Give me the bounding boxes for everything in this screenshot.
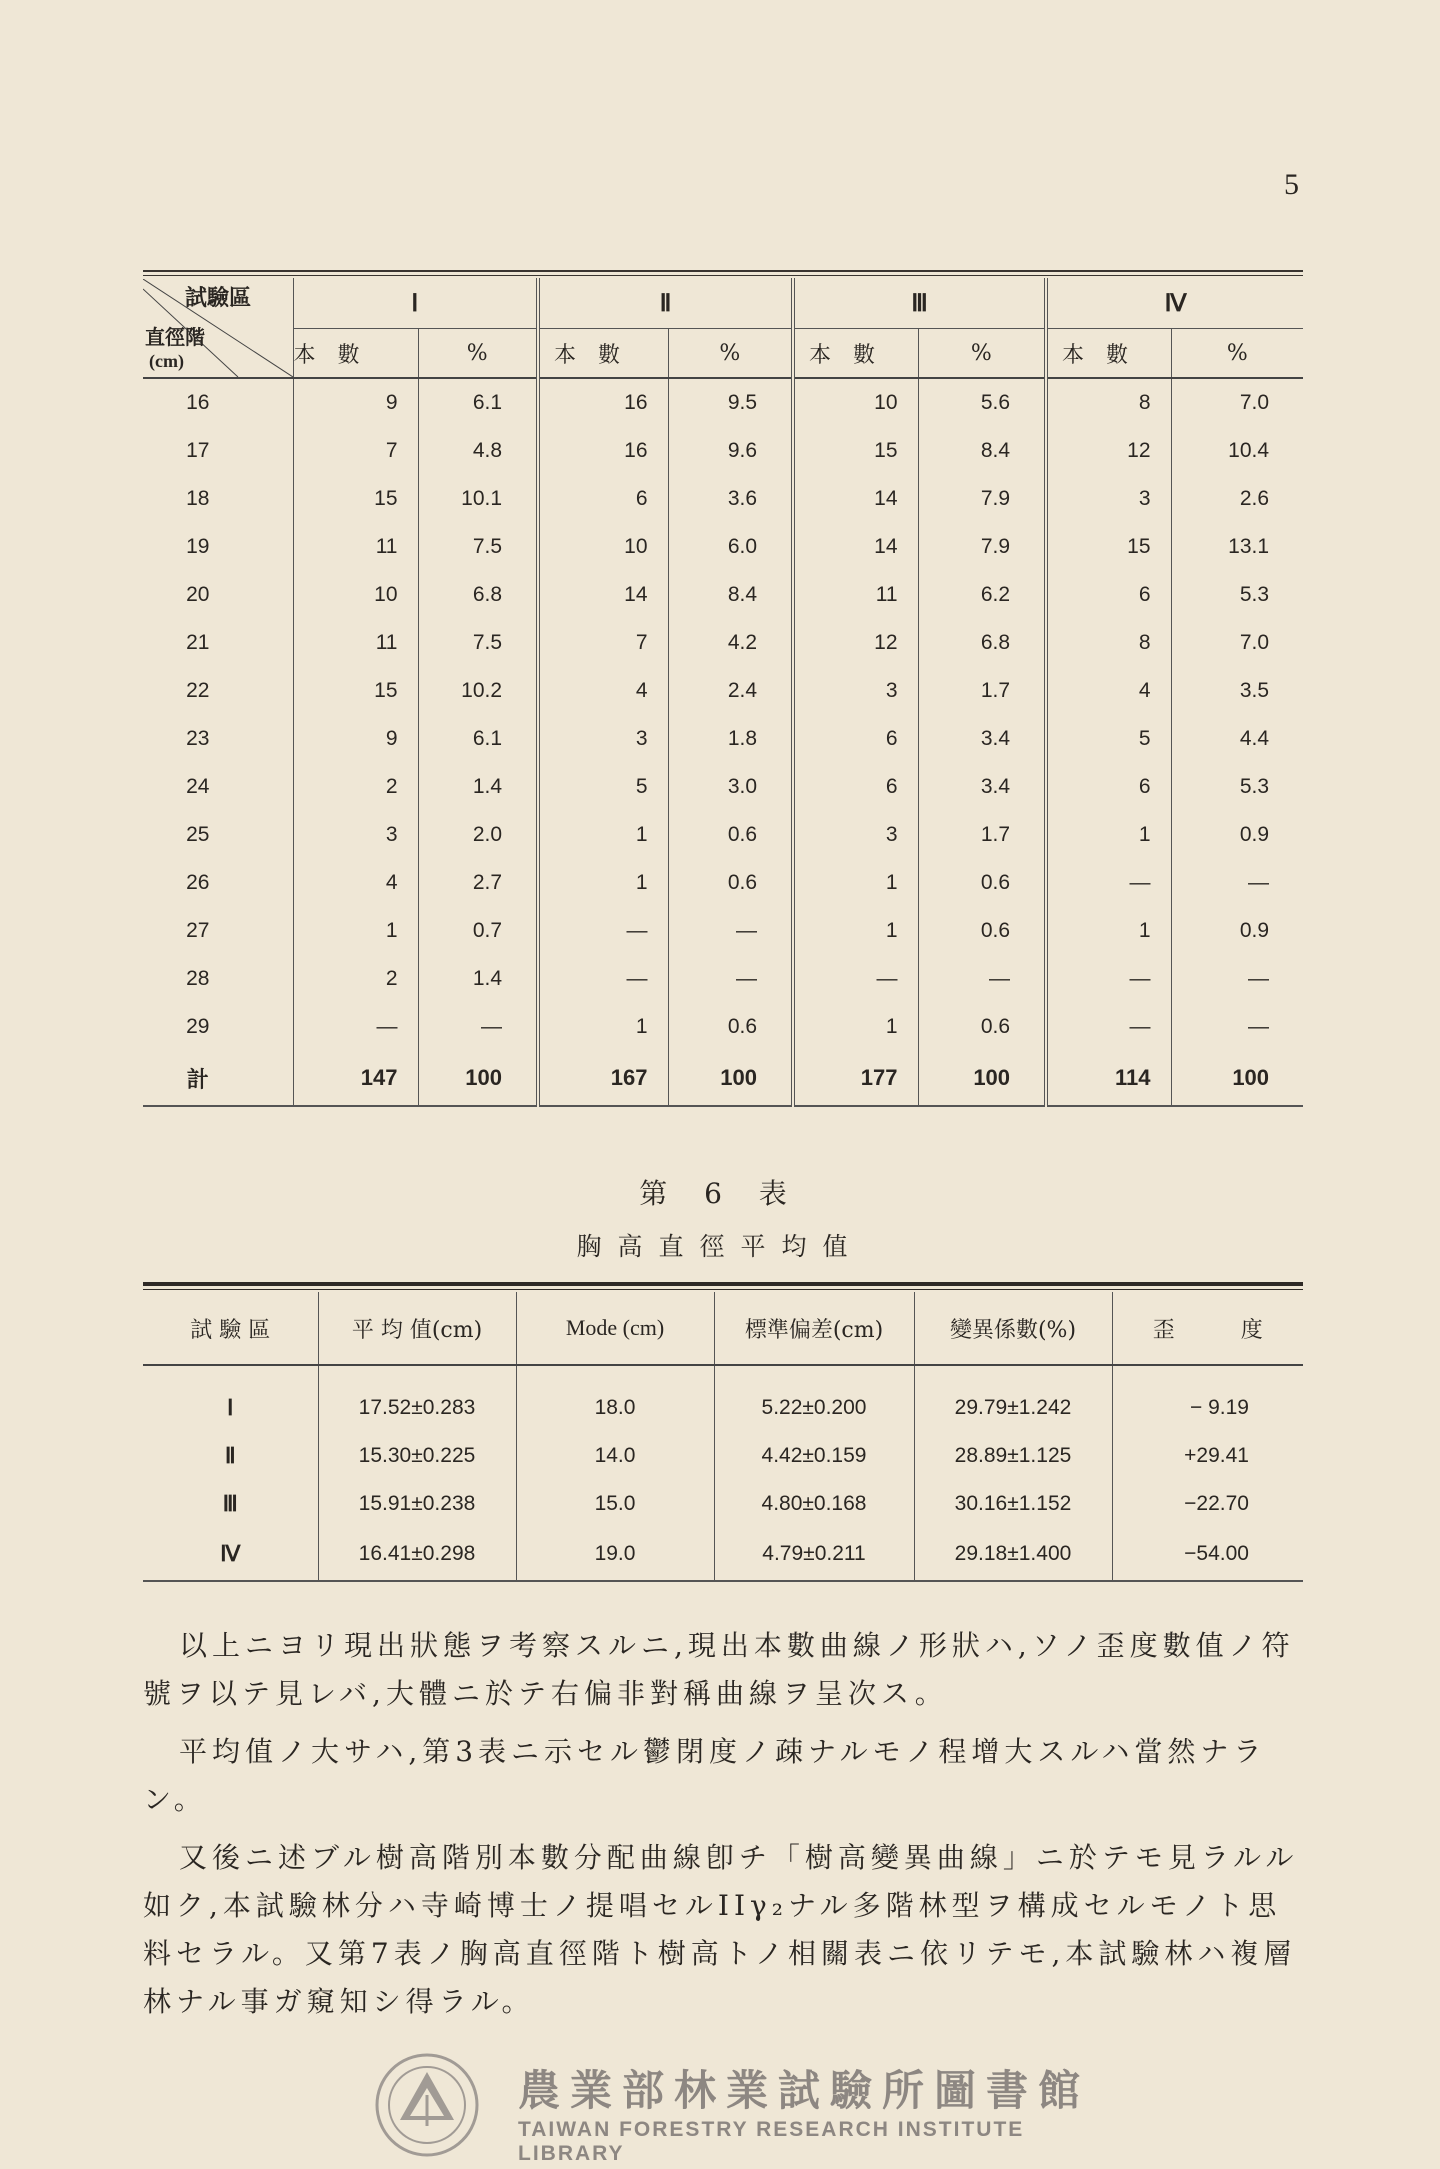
library-name-en: TAIWAN FORESTRY RESEARCH INSTITUTE LIBRARY — [518, 2118, 1025, 2165]
percent-cell: 0.6 — [668, 811, 793, 859]
count-cell: — — [793, 955, 918, 1003]
percent-cell: 0.6 — [918, 907, 1046, 955]
percent-cell: 2.7 — [418, 859, 538, 907]
percent-cell: 1.4 — [418, 955, 538, 1003]
sd-cell: 4.79±0.211 — [714, 1528, 914, 1581]
diameter-distribution-table — [143, 278, 1303, 1107]
sd-cell: 5.22±0.200 — [714, 1365, 914, 1432]
count-cell: 6 — [793, 715, 918, 763]
sub-count-3: 本 數 — [793, 329, 918, 379]
paragraph-3: 又後ニ述ブル樹高階別本數分配曲線卽チ「樹高變異曲線」ニ於テモ見ラルル如ク,本試驗林分ハ寺崎博士ノ提唱セルIIγ₂ナル多階林型ヲ構成セルモノト思料セラル。又第7表ノ胸高直徑階ト樹高トノ相關表ニ依リテモ,本試驗林ハ複層林ナル事ガ窺知シ得ラル。 — [143, 1841, 1299, 2018]
count-cell: 4 — [1046, 667, 1171, 715]
percent-cell: 100 — [918, 1051, 1046, 1106]
count-cell: 4 — [293, 859, 418, 907]
table-row — [143, 1528, 1303, 1581]
percent-cell: 0.6 — [668, 1003, 793, 1051]
count-cell: 14 — [793, 475, 918, 523]
count-cell: 8 — [1046, 619, 1171, 667]
cv-cell: 29.79±1.242 — [914, 1365, 1112, 1432]
t2-header-sd: 標準偏差(cm) — [714, 1292, 914, 1365]
count-cell: 6 — [538, 475, 668, 523]
sub-count-2: 本 數 — [538, 329, 668, 379]
percent-cell: 4.8 — [418, 427, 538, 475]
t2-header-mean: 平 均 值(cm) — [318, 1292, 516, 1365]
table-row — [143, 619, 1303, 667]
t2-header-skew: 歪 度 — [1112, 1292, 1303, 1365]
percent-cell: 3.0 — [668, 763, 793, 811]
percent-cell: 2.0 — [418, 811, 538, 859]
cv-cell: 30.16±1.152 — [914, 1480, 1112, 1528]
count-cell: — — [538, 907, 668, 955]
count-cell: 11 — [793, 571, 918, 619]
diameter-class-cell: 26 — [186, 871, 210, 894]
percent-cell: 2.6 — [1171, 475, 1303, 523]
count-cell: 1 — [293, 907, 418, 955]
percent-cell: 100 — [1171, 1051, 1303, 1106]
percent-cell: 3.5 — [1171, 667, 1303, 715]
count-cell: 14 — [793, 523, 918, 571]
diameter-class-cell: 25 — [186, 823, 210, 846]
count-cell: 15 — [793, 427, 918, 475]
plot-cell: Ⅰ — [227, 1395, 234, 1420]
percent-cell: — — [418, 1003, 538, 1051]
count-cell: — — [538, 955, 668, 1003]
table2-top-rule-2 — [143, 1289, 1303, 1290]
percent-cell: — — [918, 955, 1046, 1003]
percent-cell: 4.4 — [1171, 715, 1303, 763]
percent-cell: 7.5 — [418, 619, 538, 667]
count-cell: 147 — [293, 1051, 418, 1106]
percent-cell: 13.1 — [1171, 523, 1303, 571]
table-row — [143, 523, 1303, 571]
table1-corner-header — [143, 278, 293, 378]
page-number: 5 — [1284, 168, 1299, 201]
plot-header-1: Ⅰ — [293, 278, 538, 329]
count-cell: — — [1046, 859, 1171, 907]
sd-cell: 4.42±0.159 — [714, 1432, 914, 1480]
table-row — [143, 1480, 1303, 1528]
count-cell: — — [1046, 1003, 1171, 1051]
percent-cell: 1.7 — [918, 811, 1046, 859]
count-cell: 15 — [293, 475, 418, 523]
percent-cell: 6.8 — [918, 619, 1046, 667]
count-cell: 14 — [538, 571, 668, 619]
percent-cell: 6.1 — [418, 378, 538, 427]
cv-cell: 28.89±1.125 — [914, 1432, 1112, 1480]
percent-cell: 7.0 — [1171, 619, 1303, 667]
sub-pct-1: % — [418, 329, 538, 379]
count-cell: 7 — [293, 427, 418, 475]
table-row — [143, 859, 1303, 907]
percent-cell: 6.2 — [918, 571, 1046, 619]
count-cell: 1 — [538, 859, 668, 907]
mean-dbh-table — [143, 1292, 1303, 1582]
table1-top-rule — [143, 270, 1303, 272]
table-row — [143, 955, 1303, 1003]
count-cell: 11 — [293, 523, 418, 571]
t2-header-cv: 變異係數(%) — [914, 1292, 1112, 1365]
diameter-class-cell: 27 — [186, 919, 210, 942]
percent-cell: 0.9 — [1171, 907, 1303, 955]
count-cell: 3 — [293, 811, 418, 859]
corner-label-plot: 試驗區 — [185, 284, 252, 311]
mode-cell: 14.0 — [516, 1432, 714, 1480]
percent-cell: 0.6 — [918, 859, 1046, 907]
count-cell: 10 — [793, 378, 918, 427]
diameter-class-cell: 22 — [186, 679, 210, 702]
plot-header-3: Ⅲ — [793, 278, 1046, 329]
table-row — [143, 907, 1303, 955]
count-cell: 114 — [1046, 1051, 1171, 1106]
mode-cell: 15.0 — [516, 1480, 714, 1528]
count-cell: 15 — [1046, 523, 1171, 571]
skewness-cell: +29.41 — [1112, 1432, 1303, 1480]
count-cell: 8 — [1046, 378, 1171, 427]
table-row — [143, 475, 1303, 523]
percent-cell: 5.3 — [1171, 571, 1303, 619]
percent-cell: 0.6 — [918, 1003, 1046, 1051]
table-row — [143, 1003, 1303, 1051]
count-cell: 1 — [793, 859, 918, 907]
mean-cell: 15.91±0.238 — [318, 1480, 516, 1528]
library-name-zh: 農業部林業試驗所圖書館 — [518, 2066, 1091, 2115]
diameter-class-cell: 19 — [186, 535, 210, 558]
count-cell: 177 — [793, 1051, 918, 1106]
count-cell: 1 — [793, 1003, 918, 1051]
percent-cell: — — [668, 907, 793, 955]
percent-cell: — — [1171, 955, 1303, 1003]
t2-header-mode: Mode (cm) — [516, 1292, 714, 1365]
mode-cell: 19.0 — [516, 1528, 714, 1581]
count-cell: 9 — [293, 378, 418, 427]
paragraph-1: 以上ニヨリ現出狀態ヲ考察スルニ,現出本數曲線ノ形狀ハ,ソノ歪度數值ノ符號ヲ以テ見レバ,大體ニ於テ右偏非對稱曲線ヲ呈次ス。 — [143, 1629, 1295, 1710]
body-text — [143, 1622, 1313, 2036]
percent-cell: 3.4 — [918, 715, 1046, 763]
percent-cell: 0.9 — [1171, 811, 1303, 859]
count-cell: 167 — [538, 1051, 668, 1106]
t2-header-plot: 試 驗 區 — [143, 1292, 318, 1365]
count-cell: 1 — [538, 811, 668, 859]
percent-cell: 1.8 — [668, 715, 793, 763]
percent-cell: 7.9 — [918, 523, 1046, 571]
percent-cell: 9.5 — [668, 378, 793, 427]
percent-cell: 3.6 — [668, 475, 793, 523]
plot-header-2: Ⅱ — [538, 278, 793, 329]
plot-cell: Ⅱ — [224, 1443, 236, 1468]
table-row — [143, 667, 1303, 715]
count-cell: 1 — [1046, 811, 1171, 859]
count-cell: — — [1046, 955, 1171, 1003]
total-label: 計 — [143, 1051, 293, 1106]
count-cell: 5 — [538, 763, 668, 811]
sub-count-4: 本 數 — [1046, 329, 1171, 379]
count-cell: 2 — [293, 763, 418, 811]
count-cell: 10 — [293, 571, 418, 619]
table-row — [143, 571, 1303, 619]
count-cell: 6 — [1046, 571, 1171, 619]
corner-label-class: 直徑階 — [145, 324, 205, 349]
percent-cell: 1.4 — [418, 763, 538, 811]
count-cell: 11 — [293, 619, 418, 667]
count-cell: — — [293, 1003, 418, 1051]
percent-cell: 2.4 — [668, 667, 793, 715]
percent-cell: 9.6 — [668, 427, 793, 475]
count-cell: 5 — [1046, 715, 1171, 763]
percent-cell: 1.7 — [918, 667, 1046, 715]
table2-subtitle: 胸高直徑平均值 — [576, 1232, 864, 1261]
percent-cell: 5.3 — [1171, 763, 1303, 811]
percent-cell: 7.5 — [418, 523, 538, 571]
diameter-class-cell: 28 — [186, 967, 210, 990]
table2-caption: 第 6 表 — [639, 1177, 801, 1210]
percent-cell: 10.1 — [418, 475, 538, 523]
percent-cell: 8.4 — [668, 571, 793, 619]
skewness-cell: −54.00 — [1112, 1528, 1303, 1581]
count-cell: 3 — [793, 811, 918, 859]
diameter-class-cell: 21 — [186, 631, 210, 654]
diameter-class-cell: 16 — [186, 391, 210, 414]
skewness-cell: − 9.19 — [1112, 1365, 1303, 1432]
count-cell: 16 — [538, 427, 668, 475]
sub-pct-4: % — [1171, 329, 1303, 379]
mean-cell: 16.41±0.298 — [318, 1528, 516, 1581]
mode-cell: 18.0 — [516, 1365, 714, 1432]
percent-cell: 100 — [668, 1051, 793, 1106]
table-row — [143, 1365, 1303, 1432]
count-cell: 10 — [538, 523, 668, 571]
percent-cell: 6.8 — [418, 571, 538, 619]
percent-cell: 4.2 — [668, 619, 793, 667]
mean-cell: 15.30±0.225 — [318, 1432, 516, 1480]
skewness-cell: −22.70 — [1112, 1480, 1303, 1528]
count-cell: 7 — [538, 619, 668, 667]
table2-top-rule — [143, 1282, 1303, 1286]
percent-cell: 6.0 — [668, 523, 793, 571]
count-cell: 12 — [793, 619, 918, 667]
corner-label-unit: (cm) — [149, 350, 184, 371]
diameter-class-cell: 18 — [186, 487, 210, 510]
percent-cell: 10.2 — [418, 667, 538, 715]
count-cell: 2 — [293, 955, 418, 1003]
diameter-class-cell: 20 — [186, 583, 210, 606]
percent-cell: 7.0 — [1171, 378, 1303, 427]
table-row — [143, 763, 1303, 811]
percent-cell: 0.7 — [418, 907, 538, 955]
count-cell: 1 — [793, 907, 918, 955]
plot-cell: Ⅳ — [143, 1528, 318, 1581]
sub-pct-2: % — [668, 329, 793, 379]
percent-cell: 6.1 — [418, 715, 538, 763]
diameter-class-cell: 23 — [186, 727, 210, 750]
count-cell: 15 — [293, 667, 418, 715]
percent-cell: 0.6 — [668, 859, 793, 907]
count-cell: 4 — [538, 667, 668, 715]
paragraph-2: 平均值ノ大サハ,第3表ニ示セル鬱閉度ノ疎ナルモノ程增大スルハ當然ナラン。 — [143, 1735, 1267, 1816]
percent-cell: — — [668, 955, 793, 1003]
percent-cell: — — [1171, 1003, 1303, 1051]
cv-cell: 29.18±1.400 — [914, 1528, 1112, 1581]
sub-pct-3: % — [918, 329, 1046, 379]
table-row — [143, 715, 1303, 763]
sd-cell: 4.80±0.168 — [714, 1480, 914, 1528]
percent-cell: — — [1171, 859, 1303, 907]
plot-header-4: Ⅳ — [1046, 278, 1303, 329]
diameter-class-cell: 17 — [186, 439, 210, 462]
diameter-class-cell: 29 — [186, 1015, 210, 1038]
table1-top-rule-2 — [143, 275, 1303, 276]
sub-count-1: 本 數 — [293, 329, 418, 379]
count-cell: 6 — [793, 763, 918, 811]
count-cell: 3 — [1046, 475, 1171, 523]
count-cell: 12 — [1046, 427, 1171, 475]
diameter-class-cell: 24 — [186, 775, 210, 798]
count-cell: 6 — [1046, 763, 1171, 811]
percent-cell: 10.4 — [1171, 427, 1303, 475]
percent-cell: 100 — [418, 1051, 538, 1106]
library-seal-icon — [372, 2050, 482, 2160]
count-cell: 1 — [1046, 907, 1171, 955]
percent-cell: 5.6 — [918, 378, 1046, 427]
table-row — [143, 378, 1303, 427]
count-cell: 3 — [538, 715, 668, 763]
table1-total-row — [143, 1051, 1303, 1106]
table-row — [143, 1432, 1303, 1480]
table-row — [143, 427, 1303, 475]
table-row — [143, 811, 1303, 859]
mean-cell: 17.52±0.283 — [318, 1365, 516, 1432]
percent-cell: 7.9 — [918, 475, 1046, 523]
count-cell: 16 — [538, 378, 668, 427]
plot-cell: Ⅲ — [222, 1491, 238, 1516]
percent-cell: 3.4 — [918, 763, 1046, 811]
count-cell: 1 — [538, 1003, 668, 1051]
count-cell: 9 — [293, 715, 418, 763]
count-cell: 3 — [793, 667, 918, 715]
library-watermark — [372, 2050, 1092, 2165]
percent-cell: 8.4 — [918, 427, 1046, 475]
